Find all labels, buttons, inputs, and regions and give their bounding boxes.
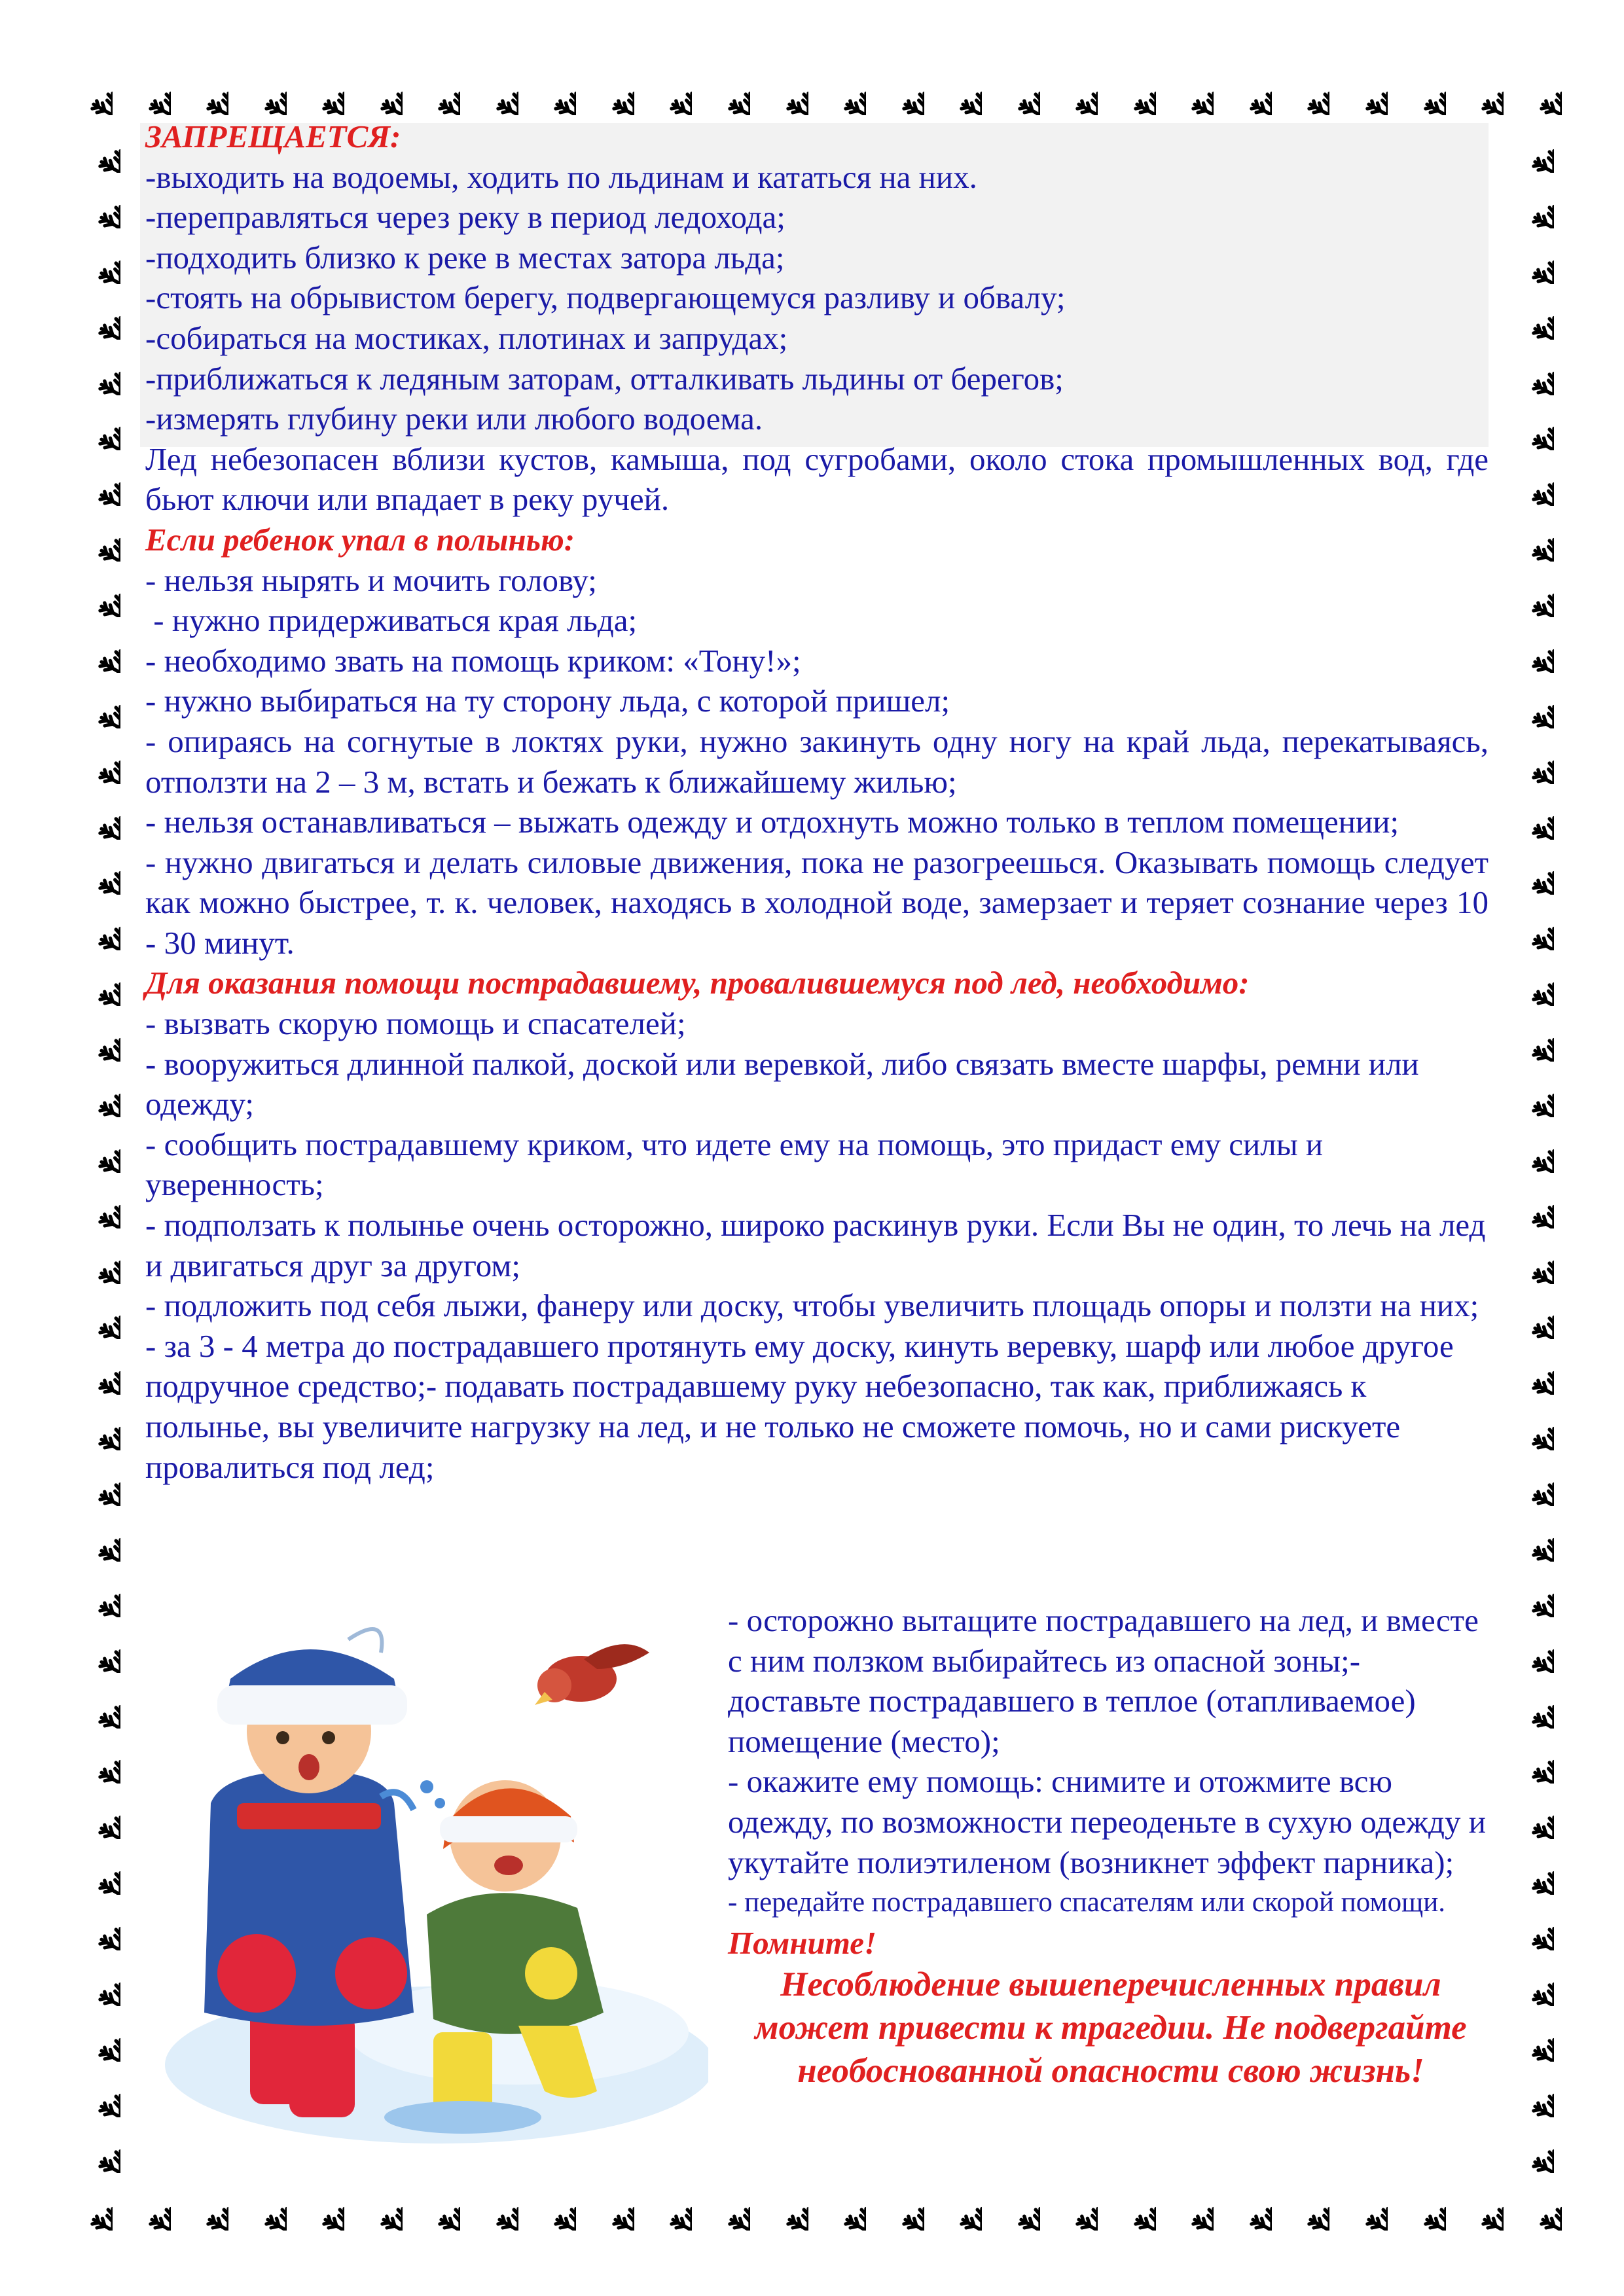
snowflake-icon <box>1504 1512 1554 1562</box>
help-item: - вызвать скорую помощь и спасателей; <box>145 1005 686 1042</box>
snowflake-icon <box>1512 65 1562 115</box>
prohibited-item: -стоять на обрывистом берегу, подвергающемуся разливу и обвалу; <box>145 279 1066 316</box>
children-on-ice-illustration <box>152 1607 708 2150</box>
snowflake-icon <box>1504 1179 1554 1229</box>
help-item: - сообщить пострадавшему криком, что идете ему на помощь, это придаст ему силы и уверенность; <box>145 1126 1324 1203</box>
snowflake-icon <box>1504 1067 1554 1117</box>
help-item: - вооружиться длинной палкой, доской или веревкой, либо связать вместе шарфы, ремни или одежду; <box>145 1045 1419 1122</box>
snowflake-icon <box>1504 734 1554 784</box>
snowflake-icon <box>295 2181 344 2231</box>
snowflake-icon <box>71 123 120 173</box>
help-item: - за 3 - 4 метра до пострадавшего протянуть ему доску, кинуть веревку, шарф или любое другое подручное средство;- подавать пострадавшему руку небезопасно, так как, приближаясь к полынье, вы увеличите нагрузку на лед, и не только не сможете помочь, но и сами рискуете провалиться под лед; <box>145 1327 1454 1485</box>
snowflake-icon <box>1504 401 1554 450</box>
snowflake-icon <box>875 2181 924 2231</box>
snowflake-icon <box>932 65 982 115</box>
snowflake-icon <box>71 179 120 228</box>
snowflake-icon <box>71 1234 120 1284</box>
snowflake-icon <box>1048 65 1098 115</box>
snowflake-icon <box>71 1734 120 1784</box>
snowflake-icon <box>1504 1789 1554 1839</box>
snowflake-icon <box>875 65 924 115</box>
snowflake-icon <box>179 2181 228 2231</box>
snowflake-icon <box>71 1012 120 1062</box>
snowflake-icon <box>759 2181 808 2231</box>
snowflake-icon <box>642 65 692 115</box>
snowflake-icon <box>1504 679 1554 728</box>
snowflake-icon <box>1504 179 1554 228</box>
help-item: - осторожно вытащите пострадавшего на лед, и вместе с ним ползком выбирайтесь из опасной зоны;- доставьте пострадавшего в теплое (отапливаемое) помещение (место); <box>728 1602 1479 1759</box>
snowflake-icon <box>1338 2181 1388 2231</box>
snowflake-icon <box>1504 1734 1554 1784</box>
snowflake-icon <box>71 290 120 340</box>
snowflake-icon <box>71 901 120 950</box>
snowflake-icon <box>816 65 866 115</box>
snowflake-icon <box>759 65 808 115</box>
right-column-text <box>728 1600 1494 2092</box>
help-item: - подползать к полынье очень осторожно, широко раскинув руки. Если Вы не один, то лечь на лед и двигаться друг за другом; <box>145 1207 1486 1283</box>
snowflake-icon <box>1222 65 1272 115</box>
snowflake-icon <box>1396 2181 1446 2231</box>
snowflake-icon <box>816 2181 866 2231</box>
prohibited-item: -измерять глубину реки или любого водоема. <box>145 401 763 437</box>
snowflake-icon <box>1048 2181 1098 2231</box>
snowflake-icon <box>1222 2181 1272 2231</box>
snowflake-icon <box>1504 456 1554 506</box>
fallen-item: - нужно двигаться и делать силовые движения, пока не разогреешься. Оказывать помощь следует как можно быстрее, т. к. человек, находясь в холодной воде, замерзает и теряет сознание через 10 - 30 минут. <box>145 844 1489 961</box>
snowflake-icon <box>71 1901 120 1950</box>
snowflake-icon <box>237 65 287 115</box>
final-warning: Несоблюдение вышеперечисленных правил может привести к трагедии. Не подвергайте необоснованной опасности свою жизнь! <box>755 1965 1467 2090</box>
border-bottom <box>63 2173 1562 2238</box>
snowflake-icon <box>71 1789 120 1839</box>
snowflake-icon <box>71 1345 120 1395</box>
snowflake-icon <box>1504 1901 1554 1950</box>
snowflake-icon <box>1280 65 1329 115</box>
snowflake-icon <box>1504 1456 1554 1506</box>
snowflake-icon <box>1454 2181 1504 2231</box>
snowflake-icon <box>642 2181 692 2231</box>
snowflake-icon <box>353 65 403 115</box>
fallen-heading: Если ребенок упал в полынью: <box>145 521 575 558</box>
snowflake-icon <box>1280 2181 1329 2231</box>
snowflake-icon <box>526 65 576 115</box>
snowflake-icon <box>585 2181 634 2231</box>
help-item: - окажите ему помощь: снимите и отожмите всю одежду, по возможности переоденьте в сухую одежду и укутайте полиэтиленом (возникнет эффект парника); <box>728 1763 1486 1880</box>
snowflake-icon <box>71 1289 120 1339</box>
snowflake-icon <box>469 2181 518 2231</box>
help-item: - подложить под себя лыжи, фанеру или доску, чтобы увеличить площадь опоры и ползти на них; <box>145 1287 1479 1324</box>
snowflake-icon <box>71 956 120 1006</box>
snowflake-icon <box>700 65 750 115</box>
snowflake-icon <box>71 1956 120 2006</box>
snowflake-icon <box>237 2181 287 2231</box>
snowflake-icon <box>71 1679 120 1729</box>
snowflake-icon <box>71 623 120 673</box>
prohibited-item: -приближаться к ледяным заторам, отталкивать льдины от берегов; <box>145 360 1064 397</box>
prohibited-item: -переправляться через реку в период ледохода; <box>145 199 785 236</box>
snowflake-icon <box>1454 65 1504 115</box>
snowflake-icon <box>71 234 120 284</box>
snowflake-icon <box>469 65 518 115</box>
snowflake-icon <box>71 401 120 450</box>
snowflake-icon <box>71 2068 120 2117</box>
snowflake-icon <box>71 512 120 562</box>
snowflake-icon <box>71 2012 120 2062</box>
snowflake-icon <box>71 1067 120 1117</box>
snowflake-icon <box>410 2181 460 2231</box>
snowflake-icon <box>1504 512 1554 562</box>
snowflake-icon <box>1106 65 1156 115</box>
snowflake-icon <box>71 1623 120 1673</box>
snowflake-icon <box>71 1456 120 1506</box>
border-top <box>63 58 1562 123</box>
snowflake-icon <box>71 734 120 784</box>
snowflake-icon <box>1504 1845 1554 1895</box>
snowflake-icon <box>1504 1568 1554 1617</box>
snowflake-icon <box>63 65 113 115</box>
snowflake-icon <box>1504 1679 1554 1729</box>
remember-label: Помните! <box>728 1924 877 1961</box>
snowflake-icon <box>526 2181 576 2231</box>
snowflake-icon <box>179 65 228 115</box>
fallen-item: - нужно придерживаться края льда; <box>145 602 638 639</box>
snowflake-icon <box>71 1568 120 1617</box>
help-item: - передайте пострадавшего спасателям или скорой помощи. <box>728 1887 1446 1918</box>
fallen-item: - опираясь на согнутые в локтях руки, нужно закинуть одну ногу на край льда, перекатываясь, отползти на 2 – 3 м, встать и бежать к ближайшему жилью; <box>145 723 1489 800</box>
snowflake-icon <box>1512 2181 1562 2231</box>
snowflake-icon <box>1504 2068 1554 2117</box>
prohibited-item: -собираться на мостиках, плотинах и запрудах; <box>145 319 788 356</box>
snowflake-icon <box>990 65 1040 115</box>
fallen-item: - нужно выбираться на ту сторону льда, с которой пришел; <box>145 683 950 719</box>
snowflake-icon <box>1396 65 1446 115</box>
snowflake-icon <box>1504 234 1554 284</box>
prohibited-heading: ЗАПРЕЩАЕТСЯ: <box>145 118 401 154</box>
snowflake-icon <box>1164 65 1214 115</box>
snowflake-icon <box>71 790 120 840</box>
snowflake-icon <box>1504 2012 1554 2062</box>
snowflake-icon <box>932 2181 982 2231</box>
snowflake-icon <box>990 2181 1040 2231</box>
snowflake-icon <box>353 2181 403 2231</box>
snowflake-icon <box>700 2181 750 2231</box>
snowflake-icon <box>1504 901 1554 950</box>
snowflake-icon <box>121 65 171 115</box>
snowflake-icon <box>71 346 120 395</box>
fallen-item: - нельзя останавливаться – выжать одежду и отдохнуть можно только в теплом помещении; <box>145 804 1399 840</box>
fallen-item: - необходимо звать на помощь криком: «Тону!»; <box>145 642 801 679</box>
snowflake-icon <box>1504 1289 1554 1339</box>
prohibited-item: -подходить близко к реке в местах затора льда; <box>145 239 785 276</box>
snowflake-icon <box>410 65 460 115</box>
snowflake-icon <box>71 679 120 728</box>
snowflake-icon <box>295 65 344 115</box>
snowflake-icon <box>1504 2123 1554 2173</box>
snowflake-icon <box>121 2181 171 2231</box>
snowflake-icon <box>71 567 120 617</box>
snowflake-icon <box>1504 1123 1554 1173</box>
snowflake-icon <box>63 2181 113 2231</box>
snowflake-icon <box>1504 1956 1554 2006</box>
border-right <box>1496 123 1562 2173</box>
snowflake-icon <box>1504 1623 1554 1673</box>
ice-warning: Лед небезопасен вблизи кустов, камыша, под сугробами, около стока промышленных вод, где бьют ключи или впадает в реку ручей. <box>145 440 1489 518</box>
help-heading: Для оказания помощи пострадавшему, провалившемуся под лед, необходимо: <box>145 965 1250 1001</box>
snowflake-icon <box>1106 2181 1156 2231</box>
main-text <box>145 117 1489 1487</box>
prohibited-item: -выходить на водоемы, ходить по льдинам и кататься на них. <box>145 158 977 195</box>
lower-section <box>145 1600 1489 2163</box>
border-left <box>63 123 128 2173</box>
snowflake-icon <box>71 2123 120 2173</box>
snowflake-icon <box>71 1401 120 1450</box>
snowflake-icon <box>71 1512 120 1562</box>
snowflake-icon <box>71 1845 120 1895</box>
snowflake-icon <box>1504 845 1554 895</box>
snowflake-icon <box>71 1123 120 1173</box>
snowflake-icon <box>71 1179 120 1229</box>
snowflake-icon <box>1504 567 1554 617</box>
snowflake-icon <box>1504 123 1554 173</box>
snowflake-icon <box>1504 290 1554 340</box>
snowflake-icon <box>71 845 120 895</box>
snowflake-icon <box>1504 1012 1554 1062</box>
snowflake-icon <box>1338 65 1388 115</box>
snowflake-icon <box>585 65 634 115</box>
snowflake-icon <box>1164 2181 1214 2231</box>
snowflake-icon <box>1504 790 1554 840</box>
snowflake-icon <box>1504 1345 1554 1395</box>
snowflake-icon <box>1504 346 1554 395</box>
snowflake-icon <box>1504 623 1554 673</box>
snowflake-icon <box>1504 1401 1554 1450</box>
snowflake-icon <box>1504 1234 1554 1284</box>
fallen-item: - нельзя нырять и мочить голову; <box>145 562 597 598</box>
snowflake-icon <box>1504 956 1554 1006</box>
snowflake-icon <box>71 456 120 506</box>
